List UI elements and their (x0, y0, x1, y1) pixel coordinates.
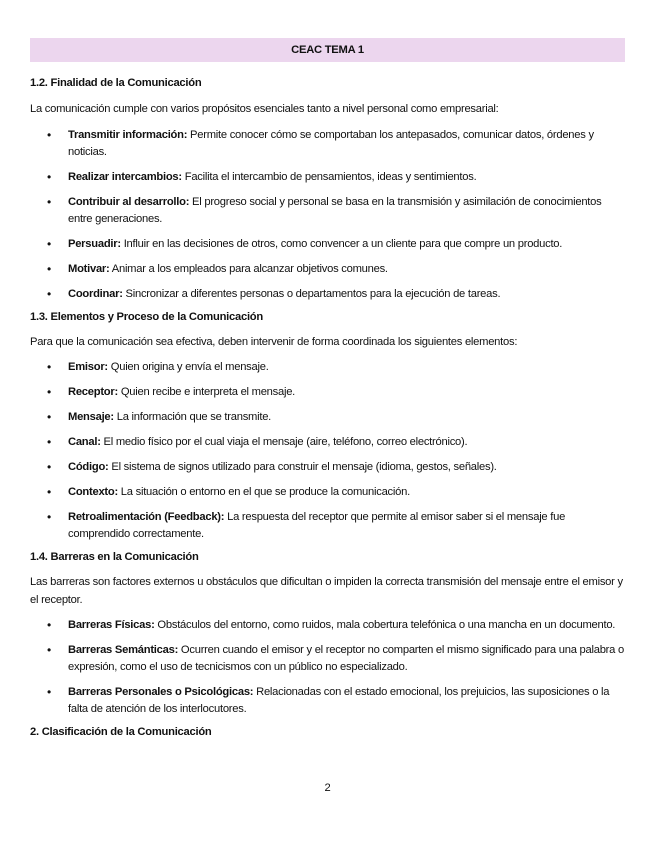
list-item: • Barreras Personales o Psicológicas: Relacionadas con el estado emocional, los prejuicios, las suposiciones o la falta de atención de los interlocutores. (30, 684, 626, 718)
bullet-list (30, 359, 626, 543)
header-banner: CEAC TEMA 1 (30, 38, 625, 62)
list-item: • Transmitir información: Permite conocer cómo se comportaban los antepasados, comunicar datos, órdenes y noticias. (30, 127, 626, 161)
page-number: 2 (324, 782, 331, 794)
bullet-list (30, 127, 626, 303)
list-item: • Canal: El medio físico por el cual viaja el mensaje (aire, teléfono, correo electrónico). (30, 434, 626, 451)
list-item: • Receptor: Quien recibe e interpreta el mensaje. (30, 384, 626, 401)
section-intro: Las barreras son factores externos u obstáculos que dificultan o impiden la correcta transmisión del mensaje entre el emisor y el receptor. (30, 576, 623, 606)
section-intro: Para que la comunicación sea efectiva, deben intervenir de forma coordinada los siguientes elementos: (30, 335, 518, 348)
list-item: • Barreras Semánticas: Ocurren cuando el emisor y el receptor no comparten el mismo significado para una palabra o expresión, como el uso de tecnicismos con un público no especializado. (30, 642, 626, 676)
section-barreras (30, 549, 626, 718)
section-heading-clasificacion: 2. Clasificación de la Comunicación (30, 726, 212, 738)
list-item: • Emisor: Quien origina y envía el mensaje. (30, 359, 626, 376)
list-item: • Contribuir al desarrollo: El progreso social y personal se basa en la transmisión y asimilación de conocimientos entre generaciones. (30, 194, 626, 228)
section-intro: La comunicación cumple con varios propósitos esenciales tanto a nivel personal como empresarial: (30, 103, 499, 115)
section-finalidad (30, 75, 626, 303)
list-item: • Retroalimentación (Feedback): La respuesta del receptor que permite al emisor saber si el mensaje fue comprendido correctamente. (30, 509, 626, 543)
section-heading: 1.4. Barreras en la Comunicación (30, 551, 199, 563)
list-item: • Mensaje: La información que se transmite. (30, 409, 626, 426)
bullet-list (30, 617, 626, 718)
list-item: • Realizar intercambios: Facilita el intercambio de pensamientos, ideas y sentimientos. (30, 169, 626, 186)
list-item: • Barreras Físicas: Obstáculos del entorno, como ruidos, mala cobertura telefónica o una mancha en un documento. (30, 617, 626, 634)
list-item: • Contexto: La situación o entorno en el que se produce la comunicación. (30, 484, 626, 501)
list-item: • Código: El sistema de signos utilizado para construir el mensaje (idioma, gestos, señales). (30, 459, 626, 476)
list-item: • Persuadir: Influir en las decisiones de otros, como convencer a un cliente para que compre un producto. (30, 236, 626, 253)
list-item: • Motivar: Animar a los empleados para alcanzar objetivos comunes. (30, 261, 626, 278)
list-item: • Coordinar: Sincronizar a diferentes personas o departamentos para la ejecución de tareas. (30, 286, 626, 303)
page-content (30, 75, 626, 740)
section-heading: 1.2. Finalidad de la Comunicación (30, 77, 202, 89)
section-heading: 1.3. Elementos y Proceso de la Comunicación (30, 310, 263, 323)
section-elementos (30, 309, 626, 544)
